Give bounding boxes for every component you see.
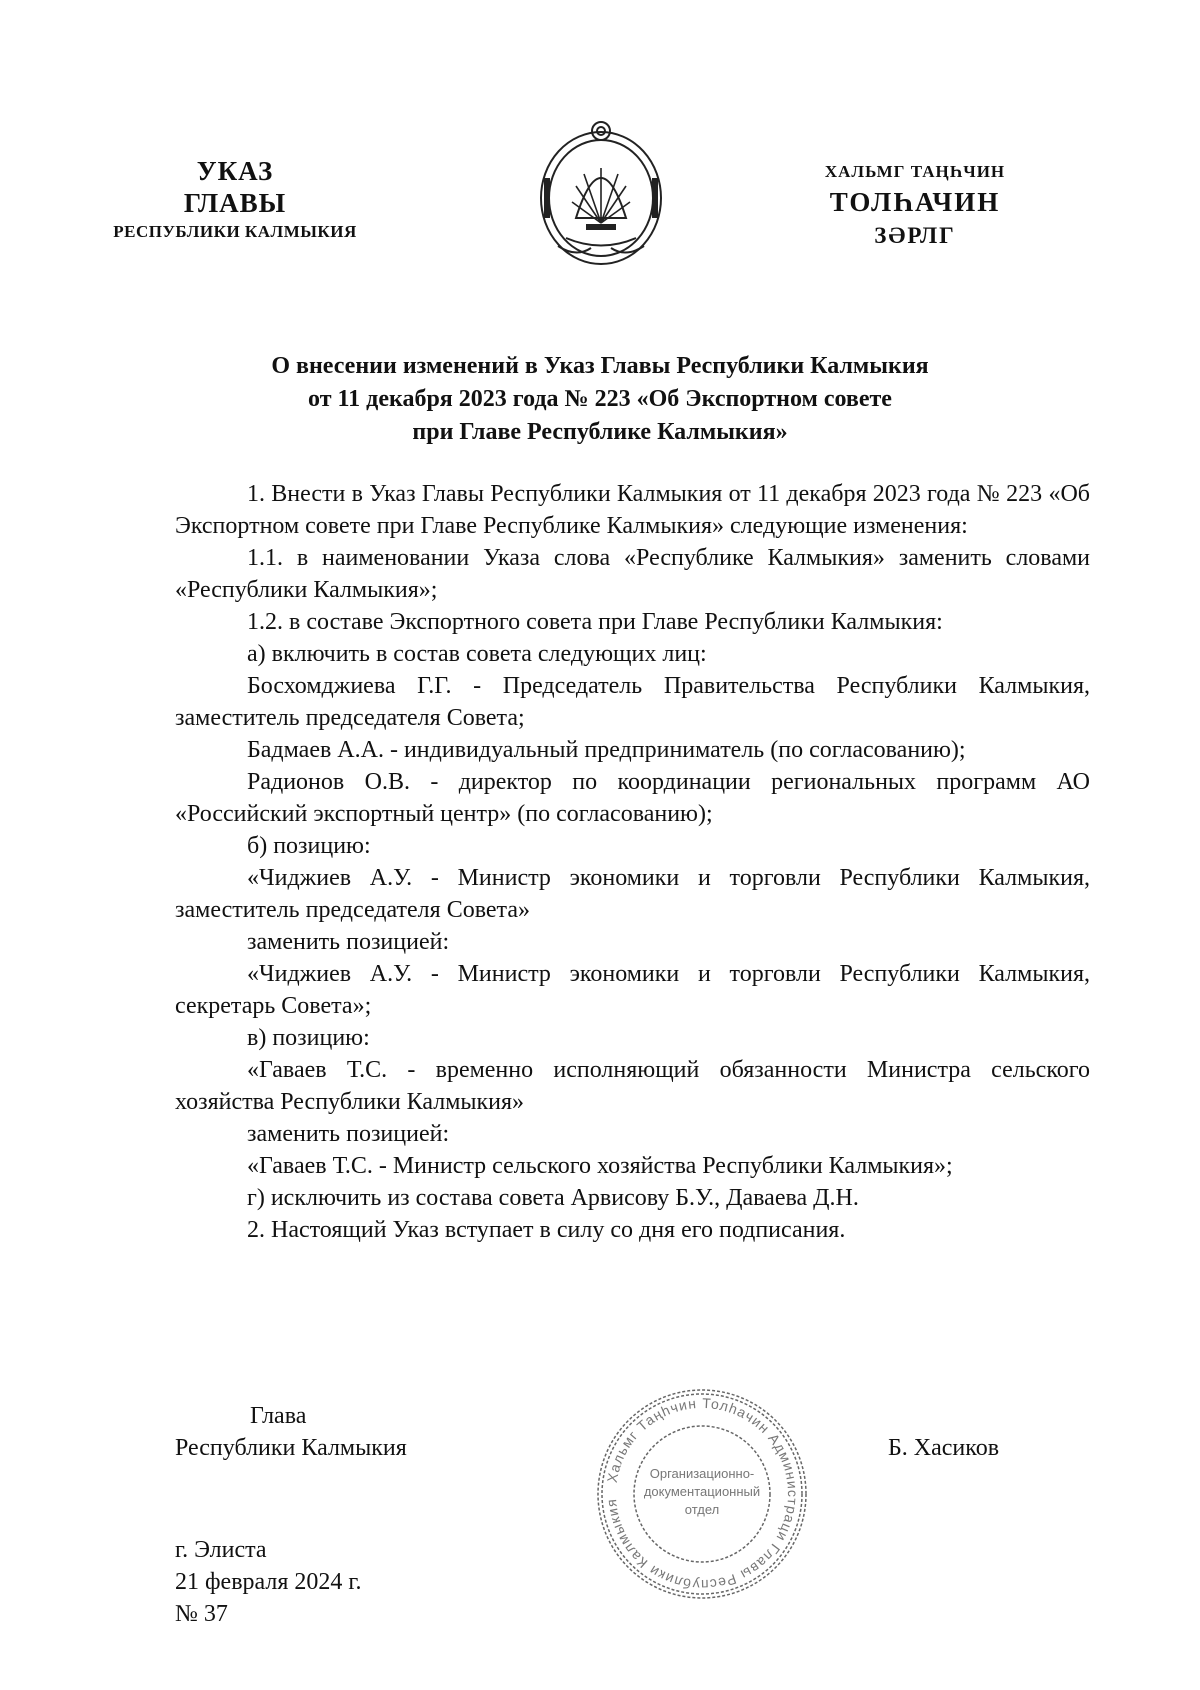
footer-number: № 37: [175, 1601, 228, 1627]
body-paragraph: б) позицию:: [247, 833, 371, 859]
body-paragraph: 1. Внести в Указ Главы Республики Калмыкия от 11 декабря 2023 года № 223 «Об Экспортном совете при Главе Республике Калмыкия» следующие изменения:: [175, 481, 1090, 539]
title-line2: от 11 декабря 2023 года № 223 «Об Экспортном совете: [308, 386, 892, 412]
coat-of-arms-emblem-icon: [536, 118, 666, 270]
body-paragraph: г) исключить из состава совета Арвисову Б.У., Даваева Д.Н.: [247, 1185, 859, 1211]
body-paragraph: Босхомджиева Г.Г. - Председатель Правительства Республики Калмыкия, заместитель председателя Совета;: [175, 673, 1090, 731]
header-left-line2: ГЛАВЫ: [183, 188, 287, 218]
body-paragraph: а) включить в состав совета следующих лиц:: [247, 641, 707, 667]
header-right-line3: ЗӘРЛГ: [874, 223, 956, 248]
body-paragraph: в) позицию:: [247, 1025, 370, 1051]
official-stamp: [593, 1385, 811, 1603]
body-paragraph: «Гаваев Т.С. - Министр сельского хозяйства Республики Калмыкия»;: [247, 1153, 953, 1179]
footer-city: г. Элиста: [175, 1537, 267, 1563]
body-paragraph: заменить позицией:: [247, 929, 450, 955]
document-body: [175, 478, 1090, 1246]
stamp-center-text: Организационно-документационный отдел: [643, 1466, 761, 1517]
signature-position-line2: Республики Калмыкия: [175, 1435, 407, 1461]
signature-name: Б. Хасиков: [888, 1435, 1000, 1461]
body-paragraph: 2. Настоящий Указ вступает в силу со дня его подписания.: [247, 1217, 846, 1243]
body-paragraph: Радионов О.В. - директор по координации региональных программ АО «Российский экспортный центр» (по согласованию);: [175, 769, 1090, 827]
body-paragraph: заменить позицией:: [247, 1121, 450, 1147]
footer-date: 21 февраля 2024 г.: [175, 1569, 362, 1595]
body-paragraph: «Гаваев Т.С. - временно исполняющий обязанности Министра сельского хозяйства Республики Калмыкия»: [175, 1057, 1090, 1115]
stamp-ring-text: Хальмг Таңһчин Толһачин Администраци Главы Республики Калмыкия: [603, 1394, 802, 1594]
body-paragraph: «Чиджиев А.У. - Министр экономики и торговли Республики Калмыкия, заместитель председателя Совета»: [175, 865, 1090, 923]
title-line3: при Главе Республике Калмыкия»: [412, 419, 788, 445]
header-right: [800, 160, 1030, 252]
header-left-line3: РЕСПУБЛИКИ КАЛМЫКИЯ: [113, 222, 357, 241]
header-left-line1: УКАЗ: [196, 156, 274, 186]
header-right-line1: ХАЛЬМГ ТАҢҺЧИН: [824, 162, 1006, 181]
body-paragraph: 1.2. в составе Экспортного совета при Главе Республики Калмыкия:: [247, 609, 943, 635]
signature-position-line1: Глава: [250, 1403, 307, 1429]
header-right-line2: ТОЛҺАЧИН: [829, 187, 1001, 217]
title-line1: О внесении изменений в Указ Главы Республики Калмыкия: [271, 353, 929, 379]
document-title: [140, 350, 1060, 449]
body-paragraph: Бадмаев А.А. - индивидуальный предприниматель (по согласованию);: [247, 737, 966, 763]
body-paragraph: 1.1. в наименовании Указа слова «Республике Калмыкия» заменить словами «Республики Калмыкия»;: [175, 545, 1090, 603]
header-left: [95, 155, 375, 245]
body-paragraph: «Чиджиев А.У. - Министр экономики и торговли Республики Калмыкия, секретарь Совета»;: [175, 961, 1090, 1019]
